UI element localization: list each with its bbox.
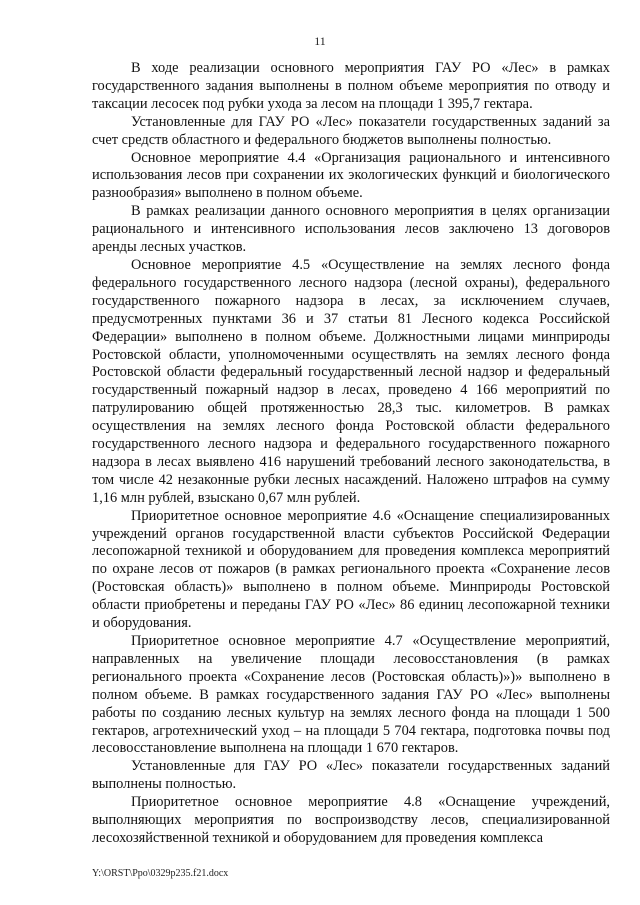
paragraph: Приоритетное основное мероприятие 4.8 «Оснащение учреждений, выполняющих мероприятия по воспроизводству лесов, специализированной лесохозяйственной техникой и оборудованием для проведения комплекса	[92, 794, 610, 846]
footer-file-path: Y:\ORST\Ppo\0329p235.f21.docx	[92, 868, 229, 879]
paragraph: Установленные для ГАУ РО «Лес» показатели государственных заданий за счет средств областного и федерального бюджетов выполнены полностью.	[92, 113, 610, 148]
document-body	[92, 60, 610, 848]
page-number: 11	[314, 34, 326, 48]
paragraph: Приоритетное основное мероприятие 4.7 «Осуществление мероприятий, направленных на увеличение площади лесовосстановления (в рамках регионального проекта «Сохранение лесов (Ростовская область)»)» выполнено в полном объеме. В рамках государственного задания ГАУ РО «Лес» выполнены работы по созданию лесных культур на землях лесного фонда на площади 1 500 гектаров, агротехнический уход – на площади 5 704 гектара, подготовка почвы под лесовосстановление выполнена на площади 1 670 гектаров.	[92, 633, 610, 757]
paragraph: В рамках реализации данного основного мероприятия в целях организации рационального и интенсивного использования лесов заключено 13 договоров аренды лесных участков.	[92, 203, 610, 256]
paragraph: Основное мероприятие 4.5 «Осуществление на землях лесного фонда федерального государственного лесного надзора (лесной охраны), федерального государственного пожарного надзора в лесах, за исключением случаев, предусмотренных пунктами 36 и 37 статьи 81 Лесного кодекса Российской Федерации» выполнено в полном объеме. Должностными лицами минприроды Ростовской области, уполномоченными осуществлять на землях лесного фонда Ростовской области федеральный государственный лесной надзор и федеральный государственный пожарный надзор в лесах, проведено 4 166 мероприятий по патрулированию общей протяженностью 28,3 тыс. километров. В рамках осуществления на землях лесного фонда Ростовской области федерального государственного лесного надзора и федерального государственного пожарного надзора в лесах выявлено 416 нарушений требований лесного законодательства, в том числе 42 незаконные рубки лесных насаждений. Наложено штрафов на сумму 1,16 млн рублей, взыскано 0,67 млн рублей.	[92, 256, 610, 506]
paragraph: В ходе реализации основного мероприятия ГАУ РО «Лес» в рамках государственного задания выполнены в полном объеме мероприятия по отводу и таксации лесосек под рубки ухода за лесом на площади 1 395,7 гектара.	[92, 60, 610, 112]
paragraph: Приоритетное основное мероприятие 4.6 «Оснащение специализированных учреждений органов государственной власти субъектов Российской Федерации лесопожарной техникой и оборудованием для проведения комплекса мероприятий по охране лесов от пожаров (в рамках регионального проекта «Сохранение лесов (Ростовская область)» выполнено в полном объеме. Минприроды Ростовской области приобретены и переданы ГАУ РО «Лес» 86 единиц лесопожарной техники и оборудования.	[92, 507, 610, 632]
paragraph: Основное мероприятие 4.4 «Организация рационального и интенсивного использования лесов при сохранении их экологических функций и биологического разнообразия» выполнено в полном объеме.	[92, 149, 610, 202]
paragraph: Установленные для ГАУ РО «Лес» показатели государственных заданий выполнены полностью.	[92, 758, 610, 793]
